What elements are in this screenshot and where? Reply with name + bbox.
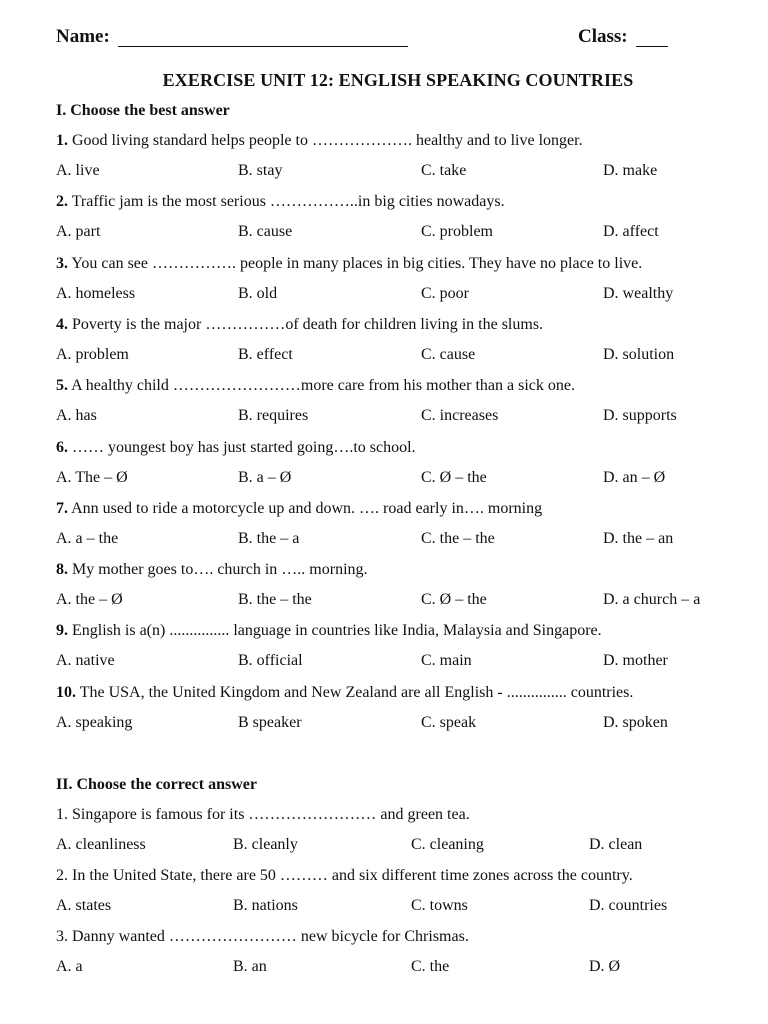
option-c[interactable]: C. increases xyxy=(421,407,499,425)
question-text: English is a(n) ............... language in countries like India, Malaysia and Singapore. xyxy=(68,622,602,640)
question-number: 5. xyxy=(56,377,68,395)
option-a[interactable]: A. a xyxy=(56,958,83,975)
question-number: 4. xyxy=(56,315,68,333)
question-number: 8. xyxy=(56,561,68,579)
question-number: 1. xyxy=(56,806,68,823)
option-c[interactable]: C. Ø – the xyxy=(421,468,487,486)
question-8 xyxy=(56,561,368,579)
options-row xyxy=(56,714,736,736)
question-text: You can see ……………. people in many places in big cities. They have no place to live. xyxy=(68,254,643,272)
class-label: Class: xyxy=(578,26,628,47)
section-2-heading: II. Choose the correct answer xyxy=(56,776,257,793)
option-c[interactable]: C. poor xyxy=(421,284,469,302)
question-6 xyxy=(56,439,416,457)
header-row xyxy=(56,26,716,52)
page-title: EXERCISE UNIT 12: ENGLISH SPEAKING COUNTRIES xyxy=(162,70,634,90)
options-row xyxy=(56,530,736,552)
option-b[interactable]: B. nations xyxy=(233,897,298,914)
question-text: The USA, the United Kingdom and New Zealand are all English - ............... countries. xyxy=(76,683,634,701)
option-d[interactable]: D. make xyxy=(603,162,658,179)
option-d[interactable]: D. affect xyxy=(603,223,659,241)
option-c[interactable]: C. take xyxy=(421,162,467,179)
option-a[interactable]: A. cleanliness xyxy=(56,836,146,853)
question-number: 3. xyxy=(56,928,68,945)
option-d[interactable]: D. Ø xyxy=(589,958,621,975)
question-5 xyxy=(56,377,575,395)
option-a[interactable]: A. a – the xyxy=(56,529,119,547)
question-text: A healthy child ……………………more care from his mother than a sick one. xyxy=(68,377,575,395)
option-b[interactable]: B. the – a xyxy=(238,529,300,547)
option-d[interactable]: D. spoken xyxy=(603,713,668,731)
name-label: Name: xyxy=(56,26,110,47)
section-1-heading: I. Choose the best answer xyxy=(56,102,230,119)
question-number: 6. xyxy=(56,438,68,456)
option-d[interactable]: D. a church – a xyxy=(603,591,701,609)
question-4 xyxy=(56,316,543,334)
options-row xyxy=(56,285,736,307)
question-text: In the United State, there are 50 ……… and six different time zones across the country. xyxy=(68,867,633,884)
question-number: 1. xyxy=(56,132,68,149)
options-row xyxy=(56,591,736,613)
question-text: My mother goes to…. church in ….. morning. xyxy=(68,561,368,579)
name-blank-line xyxy=(118,46,408,47)
option-d[interactable]: D. mother xyxy=(603,652,668,670)
option-d[interactable]: D. the – an xyxy=(603,529,674,547)
option-a[interactable]: A. The – Ø xyxy=(56,468,128,486)
option-a[interactable]: A. the – Ø xyxy=(56,591,123,609)
question-9 xyxy=(56,622,602,640)
options-row xyxy=(56,897,736,919)
question-1 xyxy=(56,806,470,824)
option-a[interactable]: A. live xyxy=(56,162,100,179)
option-d[interactable]: D. supports xyxy=(603,407,677,425)
question-text: Ann used to ride a motorcycle up and down. …. road early in…. morning xyxy=(68,499,543,517)
question-text: Poverty is the major ……………of death for children living in the slums. xyxy=(68,315,544,333)
option-b[interactable]: B. official xyxy=(238,652,303,670)
option-c[interactable]: C. the – the xyxy=(421,529,495,547)
option-a[interactable]: A. homeless xyxy=(56,284,136,302)
option-d[interactable]: D. solution xyxy=(603,345,675,363)
question-2 xyxy=(56,193,505,211)
class-blank-line xyxy=(636,46,668,47)
option-c[interactable]: C. towns xyxy=(411,897,468,914)
options-row xyxy=(56,469,736,491)
option-c[interactable]: C. main xyxy=(421,652,472,670)
question-number: 2. xyxy=(56,867,68,884)
option-c[interactable]: C. the xyxy=(411,958,450,975)
options-row xyxy=(56,162,736,184)
options-row xyxy=(56,958,736,980)
options-row xyxy=(56,346,736,368)
option-b[interactable]: B. a – Ø xyxy=(238,468,292,486)
question-text: Danny wanted …………………… new bicycle for Chrismas. xyxy=(68,928,469,945)
options-row xyxy=(56,223,736,245)
option-d[interactable]: D. countries xyxy=(589,897,668,914)
options-row xyxy=(56,652,736,674)
question-3 xyxy=(56,928,469,946)
option-c[interactable]: C. Ø – the xyxy=(421,591,487,609)
option-c[interactable]: C. cleaning xyxy=(411,836,484,853)
options-row xyxy=(56,407,736,429)
question-3 xyxy=(56,255,642,273)
option-d[interactable]: D. wealthy xyxy=(603,284,674,302)
question-text: Traffic jam is the most serious ……………..in big cities nowadays. xyxy=(68,193,505,211)
option-a[interactable]: A. part xyxy=(56,223,101,241)
options-row xyxy=(56,836,736,858)
option-b[interactable]: B. effect xyxy=(238,345,293,363)
option-b[interactable]: B. cleanly xyxy=(233,836,298,853)
option-c[interactable]: C. speak xyxy=(421,713,477,731)
question-number: 3. xyxy=(56,254,68,272)
option-b[interactable]: B. cause xyxy=(238,223,293,241)
question-number: 7. xyxy=(56,499,68,517)
option-a[interactable]: A. has xyxy=(56,407,97,425)
question-10 xyxy=(56,684,633,702)
option-d[interactable]: D. clean xyxy=(589,836,643,853)
option-b[interactable]: B speaker xyxy=(238,713,302,731)
option-c[interactable]: C. cause xyxy=(421,345,476,363)
option-b[interactable]: B. an xyxy=(233,958,267,975)
question-number: 9. xyxy=(56,622,68,640)
option-b[interactable]: B. requires xyxy=(238,407,309,425)
question-text: Good living standard helps people to ………………. healthy and to live longer. xyxy=(68,132,583,149)
option-a[interactable]: A. states xyxy=(56,897,112,914)
option-b[interactable]: B. stay xyxy=(238,162,283,179)
option-a[interactable]: A. speaking xyxy=(56,713,133,731)
question-text: Singapore is famous for its …………………… and green tea. xyxy=(68,806,470,823)
question-7 xyxy=(56,500,542,518)
option-c[interactable]: C. problem xyxy=(421,223,493,241)
question-number: 10. xyxy=(56,683,76,701)
question-2 xyxy=(56,867,633,885)
option-a[interactable]: A. native xyxy=(56,652,115,670)
option-a[interactable]: A. problem xyxy=(56,345,129,363)
option-b[interactable]: B. old xyxy=(238,284,278,302)
option-d[interactable]: D. an – Ø xyxy=(603,468,666,486)
question-1 xyxy=(56,132,583,150)
question-number: 2. xyxy=(56,193,68,211)
question-text: …… youngest boy has just started going….to school. xyxy=(68,438,416,456)
option-b[interactable]: B. the – the xyxy=(238,591,312,609)
